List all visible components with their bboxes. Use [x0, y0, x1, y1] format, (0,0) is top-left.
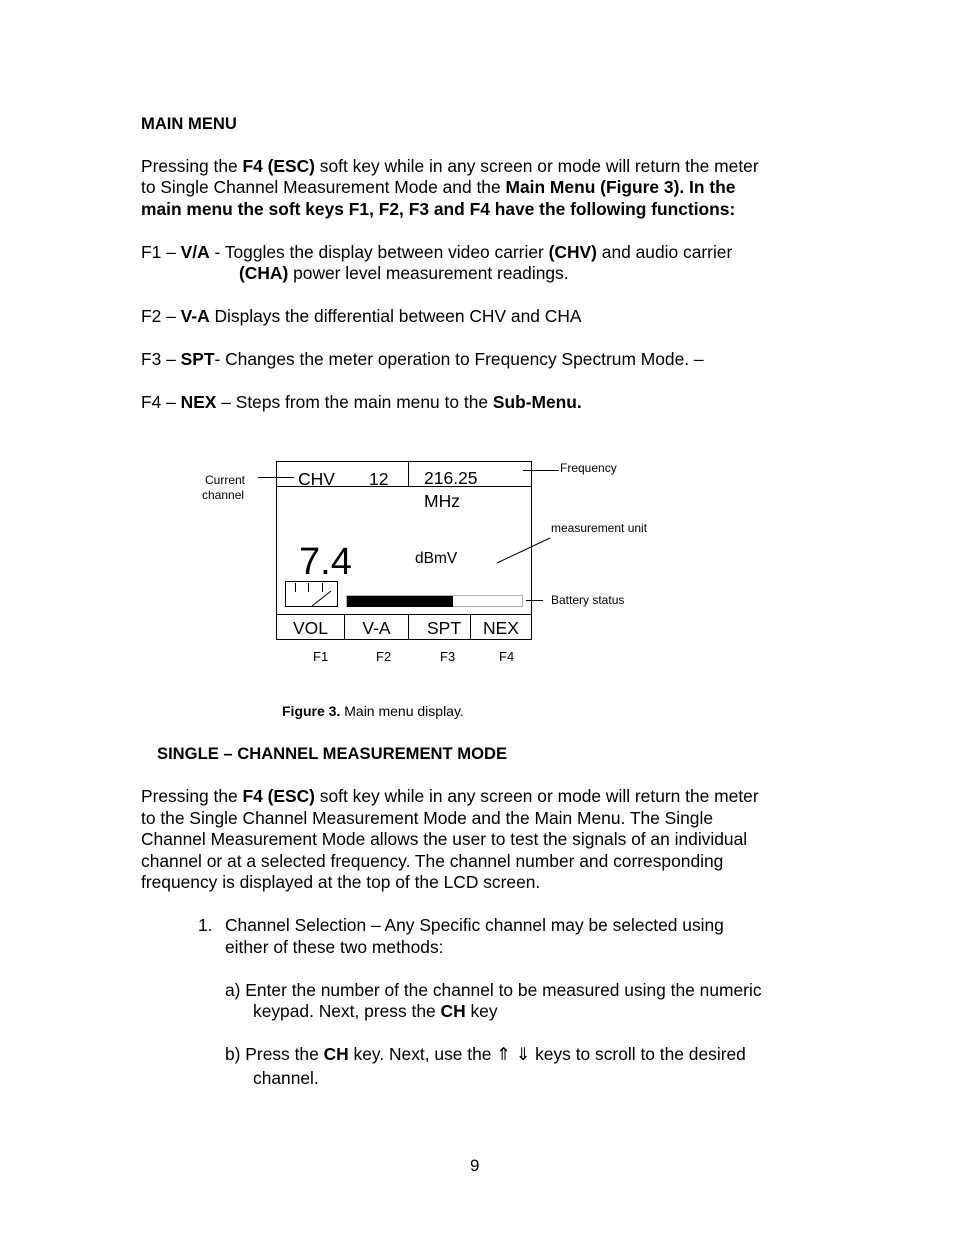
- list-item-number: 1.: [198, 915, 213, 935]
- fkey-label-f1: F1: [313, 649, 329, 664]
- f3-description: F3 – SPT- Changes the meter operation to Frequency Spectrum Mode. –: [141, 349, 704, 369]
- sub-item-a: a) Enter the number of the channel to be measured using the numeric: [225, 980, 762, 1000]
- analog-meter-icon: [286, 582, 338, 607]
- callout-measurement-unit: measurement unit: [551, 521, 648, 535]
- paragraph-line: Pressing the F4 (ESC) soft key while in any screen or mode will return the meter: [141, 156, 759, 176]
- list-item-text: Channel Selection – Any Specific channel may be selected using: [225, 915, 724, 935]
- fkey-label-f4: F4: [499, 649, 515, 664]
- lcd-level-value: 7.4: [299, 541, 352, 583]
- f4-description: F4 – NEX – Steps from the main menu to the Sub-Menu.: [141, 392, 582, 412]
- paragraph-line: to Single Channel Measurement Mode and the Main Menu (Figure 3). In the: [141, 177, 736, 197]
- paragraph-line: channel or at a selected frequency. The channel number and corresponding: [141, 851, 724, 871]
- softkey-spt: SPT: [426, 618, 462, 638]
- f2-description: F2 – V-A Displays the differential between CHV and CHA: [141, 306, 582, 326]
- figure-caption: Figure 3. Main menu display.: [282, 703, 464, 719]
- sub-item-a-cont: keypad. Next, press the CH key: [253, 1001, 498, 1021]
- lcd-frequency-unit: MHz: [424, 491, 460, 511]
- fkey-label-f2: F2: [376, 649, 392, 664]
- paragraph-line: frequency is displayed at the top of the LCD screen.: [141, 872, 541, 892]
- paragraph-line: main menu the soft keys F1, F2, F3 and F4 have the following functions:: [141, 199, 736, 219]
- up-down-arrows-icon: ⇑ ⇓: [496, 1044, 531, 1064]
- battery-bar-fill: [347, 596, 453, 607]
- section-heading-single-channel: SINGLE – CHANNEL MEASUREMENT MODE: [157, 744, 508, 763]
- softkey-vol: VOL: [292, 618, 329, 638]
- softkey-nex: NEX: [483, 618, 519, 638]
- lcd-channel-number: 12: [369, 469, 389, 489]
- softkey-v-a: V-A: [362, 618, 391, 638]
- callout-frequency: Frequency: [560, 461, 617, 475]
- list-item-text: either of these two methods:: [225, 937, 444, 957]
- f1-description-cont: (CHA) power level measurement readings.: [239, 263, 569, 283]
- sub-item-b: b) Press the CH key. Next, use the ⇑ ⇓ keys to scroll to the desired: [225, 1044, 746, 1064]
- paragraph-line: to the Single Channel Measurement Mode and the Main Menu. The Single: [141, 808, 713, 828]
- page-number: 9: [470, 1156, 480, 1175]
- sub-item-b-cont: channel.: [253, 1068, 319, 1088]
- paragraph-line: Pressing the F4 (ESC) soft key while in any screen or mode will return the meter: [141, 786, 759, 806]
- section-heading-main-menu: MAIN MENU: [141, 114, 237, 133]
- callout-line-unit: [497, 538, 550, 563]
- lcd-channel-label: CHV: [298, 469, 335, 489]
- paragraph-line: Channel Measurement Mode allows the user to test the signals of an individual: [141, 829, 748, 849]
- callout-battery-status: Battery status: [551, 593, 625, 607]
- callout-current-channel-2: channel: [202, 488, 245, 502]
- callout-current-channel: Current: [205, 473, 246, 487]
- lcd-frequency: 216.25: [424, 468, 478, 488]
- fkey-label-f3: F3: [440, 649, 456, 664]
- f1-description: F1 – V/A - Toggles the display between video carrier (CHV) and audio carrier: [141, 242, 733, 262]
- lcd-level-unit: dBmV: [415, 550, 458, 567]
